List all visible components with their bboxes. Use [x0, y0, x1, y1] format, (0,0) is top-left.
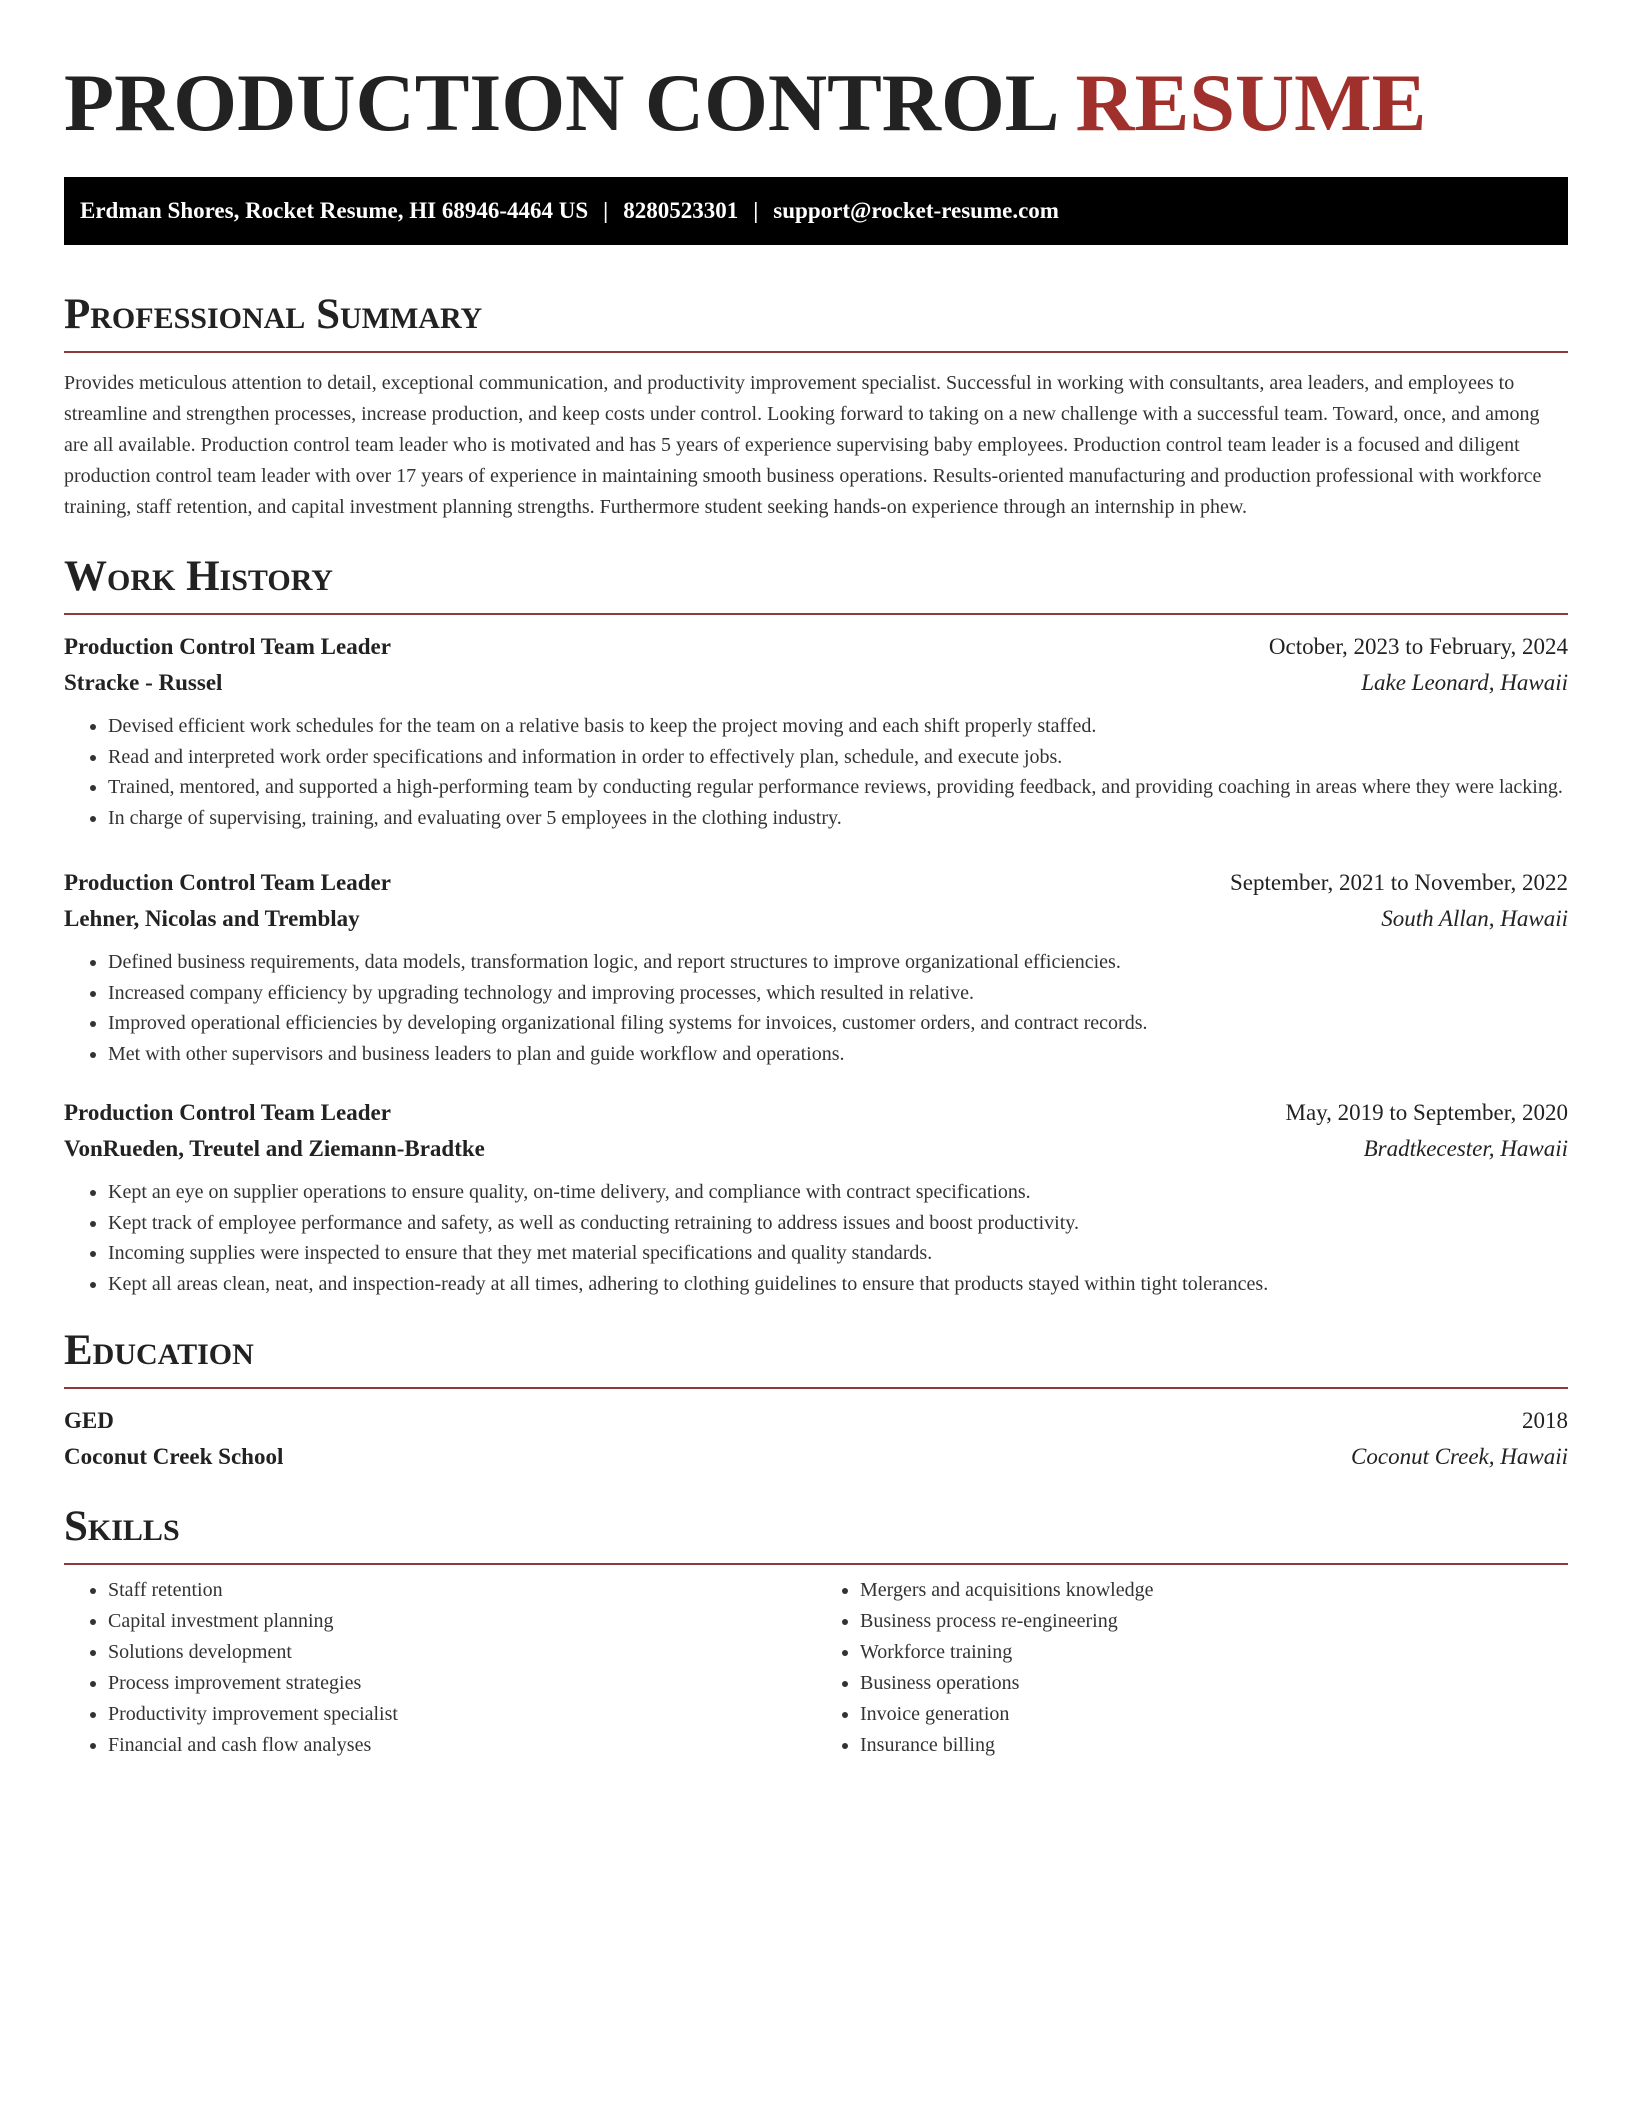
skill-item: • Insurance billing	[860, 1730, 1568, 1761]
skill-item: • Staff retention	[108, 1575, 816, 1606]
title-main: PRODUCTION CONTROL	[64, 57, 1055, 148]
job-dates: October, 2023 to February, 2024	[1268, 634, 1568, 659]
contact-bar	[64, 177, 1568, 245]
section-heading: Work History	[64, 553, 333, 600]
job-entry	[64, 629, 1568, 833]
section-divider	[64, 613, 1568, 615]
education-school: Coconut Creek School	[64, 1444, 284, 1469]
skills-section	[64, 1499, 1568, 1761]
section-heading: Professional Summary	[64, 291, 483, 338]
job-bullet: • In charge of supervising, training, and evaluating over 5 employees in the clothing industry.	[108, 803, 1568, 834]
skill-item: • Workforce training	[860, 1637, 1568, 1668]
section-heading: Education	[64, 1327, 254, 1374]
job-bullet: • Kept an eye on supplier operations to ensure quality, on-time delivery, and compliance with contract specifications.	[108, 1177, 1568, 1208]
skill-item: • Business operations	[860, 1668, 1568, 1699]
education-entry	[64, 1403, 1568, 1475]
job-bullet: • Met with other supervisors and business leaders to plan and guide workflow and operations.	[108, 1039, 1568, 1070]
job-bullet: • Improved operational efficiencies by developing organizational filing systems for invoices, customer orders, and contract records.	[108, 1008, 1568, 1039]
skill-item: • Business process re-engineering	[860, 1606, 1568, 1637]
education-degree: GED	[64, 1408, 114, 1433]
contact-separator: |	[603, 198, 609, 223]
contact-address: Erdman Shores, Rocket Resume, HI 68946-4464 US	[80, 198, 589, 223]
job-bullet: • Trained, mentored, and supported a high-performing team by conducting regular performance reviews, providing feedback, and providing coaching in areas where they were lacking.	[108, 772, 1568, 803]
resume-page	[64, 56, 1568, 1761]
skills-list-right	[816, 1575, 1568, 1761]
job-bullet: • Read and interpreted work order specifications and information in order to effectively plan, schedule, and execute jobs.	[108, 742, 1568, 773]
summary-text: Provides meticulous attention to detail, exceptional communication, and productivity improvement specialist. Successful in working with consultants, area leaders, and employees to streamline and strengthen processes, increase production, and keep costs under control. Looking forward to taking on a new challenge with a successful team. Toward, once, and among are all available. Production control team leader who is motivated and has 5 years of experience supervising baby employees. Production control team leader is a focused and diligent production control team leader with over 17 years of experience in maintaining smooth business operations. Results-oriented manufacturing and production professional with workforce training, staff retention, and capital investment planning strengths. Furthermore student seeking hands-on experience through an internship in phew.	[64, 372, 1542, 518]
job-bullets	[64, 711, 1568, 833]
contact-separator: |	[753, 198, 759, 223]
education-section	[64, 1323, 1568, 1475]
education-year: 2018	[1522, 1408, 1568, 1433]
job-location: Lake Leonard, Hawaii	[1361, 670, 1568, 695]
title-accent: RESUME	[1075, 57, 1427, 148]
skill-item: • Solutions development	[108, 1637, 816, 1668]
job-dates: May, 2019 to September, 2020	[1285, 1100, 1568, 1125]
job-company: Lehner, Nicolas and Tremblay	[64, 906, 360, 931]
job-title: Production Control Team Leader	[64, 634, 391, 659]
job-entry	[64, 865, 1568, 1069]
skills-list-left	[64, 1575, 816, 1761]
section-divider	[64, 1563, 1568, 1565]
skill-item: • Invoice generation	[860, 1699, 1568, 1730]
job-bullet: • Kept track of employee performance and safety, as well as conducting retraining to address issues and boost productivity.	[108, 1208, 1568, 1239]
work-section	[64, 549, 1568, 1299]
summary-section	[64, 287, 1568, 523]
section-heading: Skills	[64, 1503, 180, 1550]
job-bullets	[64, 1177, 1568, 1299]
skills-columns	[64, 1575, 1568, 1761]
job-bullet: • Defined business requirements, data models, transformation logic, and report structures to improve organizational efficiencies.	[108, 947, 1568, 978]
job-bullet: • Kept all areas clean, neat, and inspection-ready at all times, adhering to clothing guidelines to ensure that products stayed within tight tolerances.	[108, 1269, 1568, 1300]
skill-item: • Capital investment planning	[108, 1606, 816, 1637]
job-location: South Allan, Hawaii	[1381, 906, 1568, 931]
section-divider	[64, 351, 1568, 353]
job-bullet: • Increased company efficiency by upgrading technology and improving processes, which resulted in relative.	[108, 978, 1568, 1009]
job-bullet: • Incoming supplies were inspected to ensure that they met material specifications and quality standards.	[108, 1238, 1568, 1269]
education-location: Coconut Creek, Hawaii	[1351, 1444, 1568, 1469]
skill-item: • Financial and cash flow analyses	[108, 1730, 816, 1761]
skill-item: • Productivity improvement specialist	[108, 1699, 816, 1730]
contact-email: support@rocket-resume.com	[773, 198, 1059, 223]
skill-item: • Mergers and acquisitions knowledge	[860, 1575, 1568, 1606]
job-entry	[64, 1095, 1568, 1299]
job-company: VonRueden, Treutel and Ziemann-Bradtke	[64, 1136, 485, 1161]
job-bullets	[64, 947, 1568, 1069]
job-title: Production Control Team Leader	[64, 1100, 391, 1125]
section-divider	[64, 1387, 1568, 1389]
job-company: Stracke - Russel	[64, 670, 223, 695]
contact-phone: 8280523301	[623, 198, 739, 223]
job-title: Production Control Team Leader	[64, 870, 391, 895]
resume-title	[64, 56, 1568, 150]
job-dates: September, 2021 to November, 2022	[1230, 870, 1568, 895]
skill-item: • Process improvement strategies	[108, 1668, 816, 1699]
job-location: Bradtkecester, Hawaii	[1363, 1136, 1568, 1161]
job-bullet: • Devised efficient work schedules for the team on a relative basis to keep the project moving and each shift properly staffed.	[108, 711, 1568, 742]
